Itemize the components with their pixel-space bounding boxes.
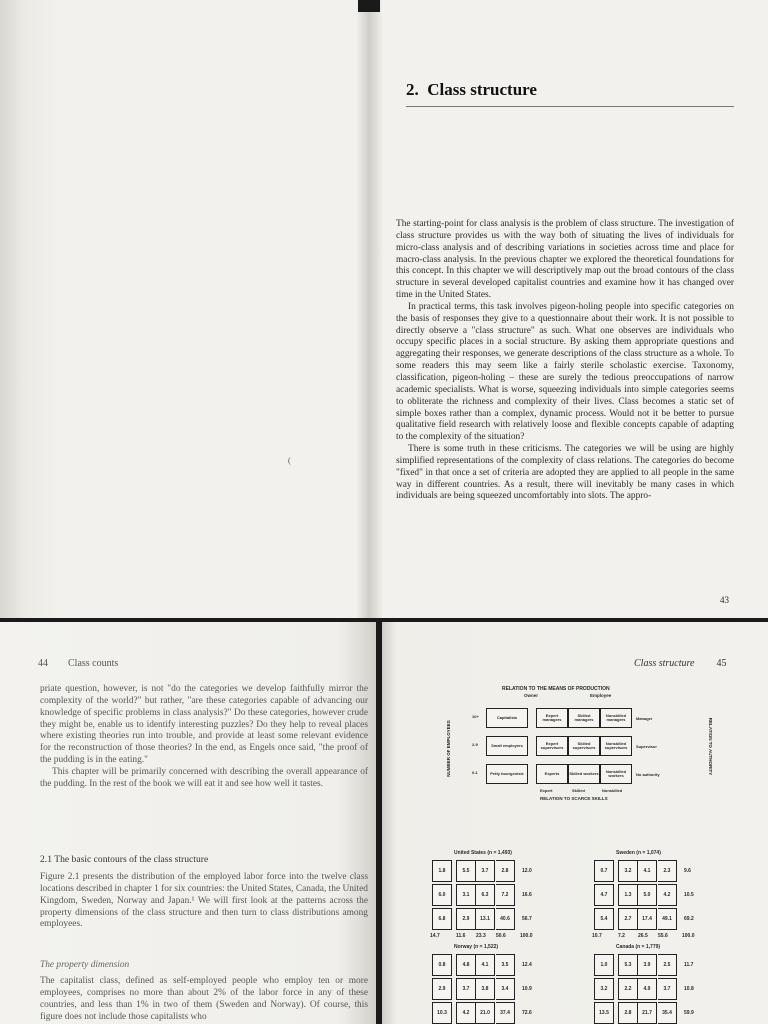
diagram-top-title: RELATION TO THE MEANS OF PRODUCTION	[502, 686, 610, 692]
employee-cell: 3.1	[456, 884, 476, 906]
employee-cell: 3.7	[476, 860, 495, 882]
page-number: 43	[720, 595, 729, 605]
row-total: 10.5	[684, 892, 694, 898]
employee-cell: 2.8	[618, 1002, 638, 1024]
column-total: 11.6	[456, 933, 466, 939]
row-label: 10+	[472, 714, 479, 719]
employee-cell: 21.0	[476, 1002, 495, 1024]
row-total: 12.4	[522, 962, 532, 968]
owner-cell: 4.7	[594, 884, 614, 906]
paragraph: This chapter will be primarily concerned with describing the overall appearance of the pudding. In the rest of the book we will eat it and see how well it tastes.	[40, 766, 368, 789]
chapter-number: 2.	[406, 80, 419, 99]
page-45	[382, 622, 768, 1024]
chapter-rule	[406, 106, 734, 107]
column-total: 50.6	[496, 933, 506, 939]
margin-mark: (	[288, 456, 291, 465]
page-44	[0, 622, 376, 1024]
running-head	[38, 658, 118, 669]
row-total: 56.7	[522, 916, 532, 922]
employee-cell: 3.5	[496, 954, 515, 976]
employee-cell: 37.4	[496, 1002, 515, 1024]
country-table-title: Sweden (n = 1,074)	[616, 850, 661, 856]
employee-cell: 2.3	[658, 860, 677, 882]
row-total: 72.6	[522, 1010, 532, 1016]
paragraph: The capitalist class, defined as self-employed people who employ ten or more employees, comprises no more than about 2% of the labor force in any of these countries, and less than 1% in two of them (Sweden and Norway). Of course, this figure does not include those capitalists who	[40, 976, 368, 1022]
authority-label: Manager	[636, 716, 653, 721]
employee-cell: 4.1	[638, 860, 657, 882]
cell-expert-supervisors: Expert supervisors	[536, 736, 568, 756]
section-body	[40, 872, 368, 931]
employee-cell: 3.7	[658, 978, 677, 1000]
authority-label: No authority	[636, 772, 660, 777]
cell-capitalists: Capitalists	[486, 708, 528, 728]
column-total: 7.2	[618, 933, 625, 939]
column-total: 100.0	[682, 933, 695, 939]
employee-cell: 2.2	[618, 978, 638, 1000]
class-typology-diagram	[442, 684, 742, 834]
employee-cell: 17.4	[638, 908, 657, 930]
row-total: 10.8	[684, 986, 694, 992]
owner-label: Owner	[524, 693, 539, 698]
cell-nonskilled-workers: Nonskilled workers	[600, 764, 632, 784]
employee-cell: 4.2	[456, 1002, 476, 1024]
employee-cell: 21.7	[638, 1002, 657, 1024]
employee-cell: 3.8	[476, 978, 495, 1000]
subsection-body	[40, 976, 368, 1023]
cell-expert-managers: Expert managers	[536, 708, 568, 728]
authority-label: Supervisor	[636, 744, 657, 749]
employee-cell: 5.0	[638, 884, 657, 906]
column-total: 55.6	[658, 933, 668, 939]
cell-skilled-managers: Skilled managers	[568, 708, 600, 728]
employee-cell: 2.5	[658, 954, 677, 976]
employee-cell: 3.7	[456, 978, 476, 1000]
skill-label: Expert	[540, 788, 553, 793]
employee-cell: 4.1	[476, 954, 495, 976]
cell-skilled-workers: Skilled workers	[568, 764, 600, 784]
owner-cell: 1.0	[594, 954, 614, 976]
paragraph: priate question, however, is not "do the categories we develop faithfully mirror the complexity of the world?" but rather, "are these categories capable of advancing our knowledge of specific problems in class analysis?" Do these categories, however crude they might be, enable us to identify interesting puzzles? Do they help to reveal places where existing theories run into trouble, and provide at least some relevant evidence for the reconstruction of those theories? In the end, as Engels once said, "the proof of the pudding is in the eating."	[40, 684, 368, 766]
row-total: 69.2	[684, 916, 694, 922]
employee-cell: 3.2	[618, 860, 638, 882]
cell-skilled-supervisors: Skilled supervisors	[568, 736, 600, 756]
cell-small-employers: Small employers	[486, 736, 528, 756]
page-number: 44	[38, 658, 48, 669]
row-total: 59.9	[684, 1010, 694, 1016]
owner-cell: 6.0	[432, 884, 452, 906]
skill-label: Skilled	[572, 788, 585, 793]
paragraph: Figure 2.1 presents the distribution of the employed labor force into the twelve class locations described in chapter 1 for six countries: the United States, Canada, the United Kingdom, Sweden, Norway and Japan.¹ We will first look at the patterns across the property dimensions of the class structure and then turn to class distributions among employees.	[40, 872, 368, 930]
column-total: 10.7	[592, 933, 602, 939]
owner-cell: 5.4	[594, 908, 614, 930]
diagram-bottom-title: RELATION TO SCARCE SKILLS	[540, 796, 608, 801]
subheading: The property dimension	[40, 960, 130, 970]
book-gutter	[356, 0, 382, 618]
owner-cell: 3.2	[594, 978, 614, 1000]
employee-label: Employee	[590, 693, 612, 698]
country-table-title: Canada (n = 1,779)	[616, 944, 661, 950]
cell-nonskilled-supervisors: Nonskilled supervisors	[600, 736, 632, 756]
running-head	[634, 658, 726, 669]
page-number: 45	[716, 658, 727, 669]
owner-cell: 2.9	[432, 978, 452, 1000]
skill-label: Nonskilled	[602, 788, 623, 793]
chapter-title-text: Class structure	[427, 80, 537, 99]
employee-cell: 40.6	[496, 908, 515, 930]
employee-cell: 7.2	[496, 884, 515, 906]
employee-cell: 5.5	[456, 860, 476, 882]
owner-cell: 0.7	[594, 860, 614, 882]
section-heading: 2.1 The basic contours of the class structure	[40, 854, 209, 865]
employee-cell: 3.9	[638, 954, 657, 976]
row-total: 12.0	[522, 868, 532, 874]
running-head-title: Class structure	[634, 658, 695, 669]
country-table-title: United States (n = 1,493)	[454, 850, 512, 856]
employee-cell: 5.3	[618, 954, 638, 976]
owner-cell: 13.5	[594, 1002, 614, 1024]
row-label: 0-1	[472, 770, 478, 775]
running-head-title: Class counts	[68, 658, 119, 669]
chapter-body	[396, 219, 734, 503]
owner-cell: 6.8	[432, 908, 452, 930]
country-table-title: Norway (n = 1,522)	[454, 944, 499, 950]
employee-cell: 2.7	[618, 908, 638, 930]
employee-cell: 1.3	[618, 884, 638, 906]
binding-shadow	[358, 0, 380, 12]
owner-cell: 10.3	[432, 1002, 452, 1024]
employee-cell: 2.9	[456, 908, 476, 930]
column-total: 26.5	[638, 933, 648, 939]
owner-cell: 0.8	[432, 954, 452, 976]
cell-petty-bourgeoisie: Petty bourgeoisie	[486, 764, 528, 784]
row-total: 16.6	[522, 892, 532, 898]
cell-nonskilled-managers: Nonskilled managers	[600, 708, 632, 728]
employee-cell: 2.8	[496, 860, 515, 882]
paragraph: In practical terms, this task involves pigeon-holing people into specific categories on the basis of responses they give to a questionnaire about their work. It is not possible to directly observe a "class structure" as such. What one observes are individuals who occupy specific places in a social structure. By asking them appropriate questions and aggregating their responses, we generate descriptions of the class structure as a whole. To some readers this may seem like a fairly sterile scholastic exercise. Taxonomy, classification, pigeon-holing – these are surely the tedious preoccupations of narrow academic specialists. What is worse, squeezing individuals into simple categories seems to obliterate the richness and complexity of their lives. Class becomes a static set of simple boxes rather than a complex, dynamic process. Would not it be better to pursue qualitative field research with relatively loose and flexible concepts capable of adapting to the complexity of the situation?	[396, 301, 734, 443]
row-total: 9.6	[684, 868, 691, 874]
column-total: 23.3	[476, 933, 486, 939]
column-total: 14.7	[430, 933, 440, 939]
employee-cell: 4.8	[456, 954, 476, 976]
employee-cell: 13.1	[476, 908, 495, 930]
employee-cell: 35.4	[658, 1002, 677, 1024]
employee-cell: 3.4	[496, 978, 515, 1000]
body-text-top	[40, 684, 368, 791]
row-label: 2-9	[472, 742, 478, 747]
cell-experts: Experts	[536, 764, 568, 784]
chapter-title	[406, 80, 537, 100]
employee-cell: 49.1	[658, 908, 677, 930]
employee-cell: 4.2	[658, 884, 677, 906]
row-total: 10.9	[522, 986, 532, 992]
right-axis-label: RELATION TO AUTHORITY	[708, 717, 714, 776]
owner-cell: 1.8	[432, 860, 452, 882]
employee-cell: 4.9	[638, 978, 657, 1000]
left-axis-label: NUMBER OF EMPLOYEES	[445, 720, 451, 777]
paragraph: There is some truth in these criticisms. The categories we will be using are highly simplified representations of the complexity of class relations. The categories do become "fixed" in that once a set of criteria are adopted they are applied to all people in the same way in different countries. As a result, there will inevitably be many cases in which individuals are being squeezed uncomfortably into slots. The appro-	[396, 444, 734, 502]
row-total: 11.7	[684, 962, 694, 968]
employee-cell: 6.3	[476, 884, 495, 906]
column-total: 100.0	[520, 933, 533, 939]
paragraph: The starting-point for class analysis is the problem of class structure. The investigation of class structure provides us with the way both of situating the lives of individuals for micro-class analysis and of describing variations in societies across time and place for macro-class analysis. In the previous chapter we explored the theoretical foundations for this concept. In this chapter we will descriptively map out the broad contours of the class structure in several developed capitalist countries and examine how it has changed over time in the United States.	[396, 219, 734, 301]
